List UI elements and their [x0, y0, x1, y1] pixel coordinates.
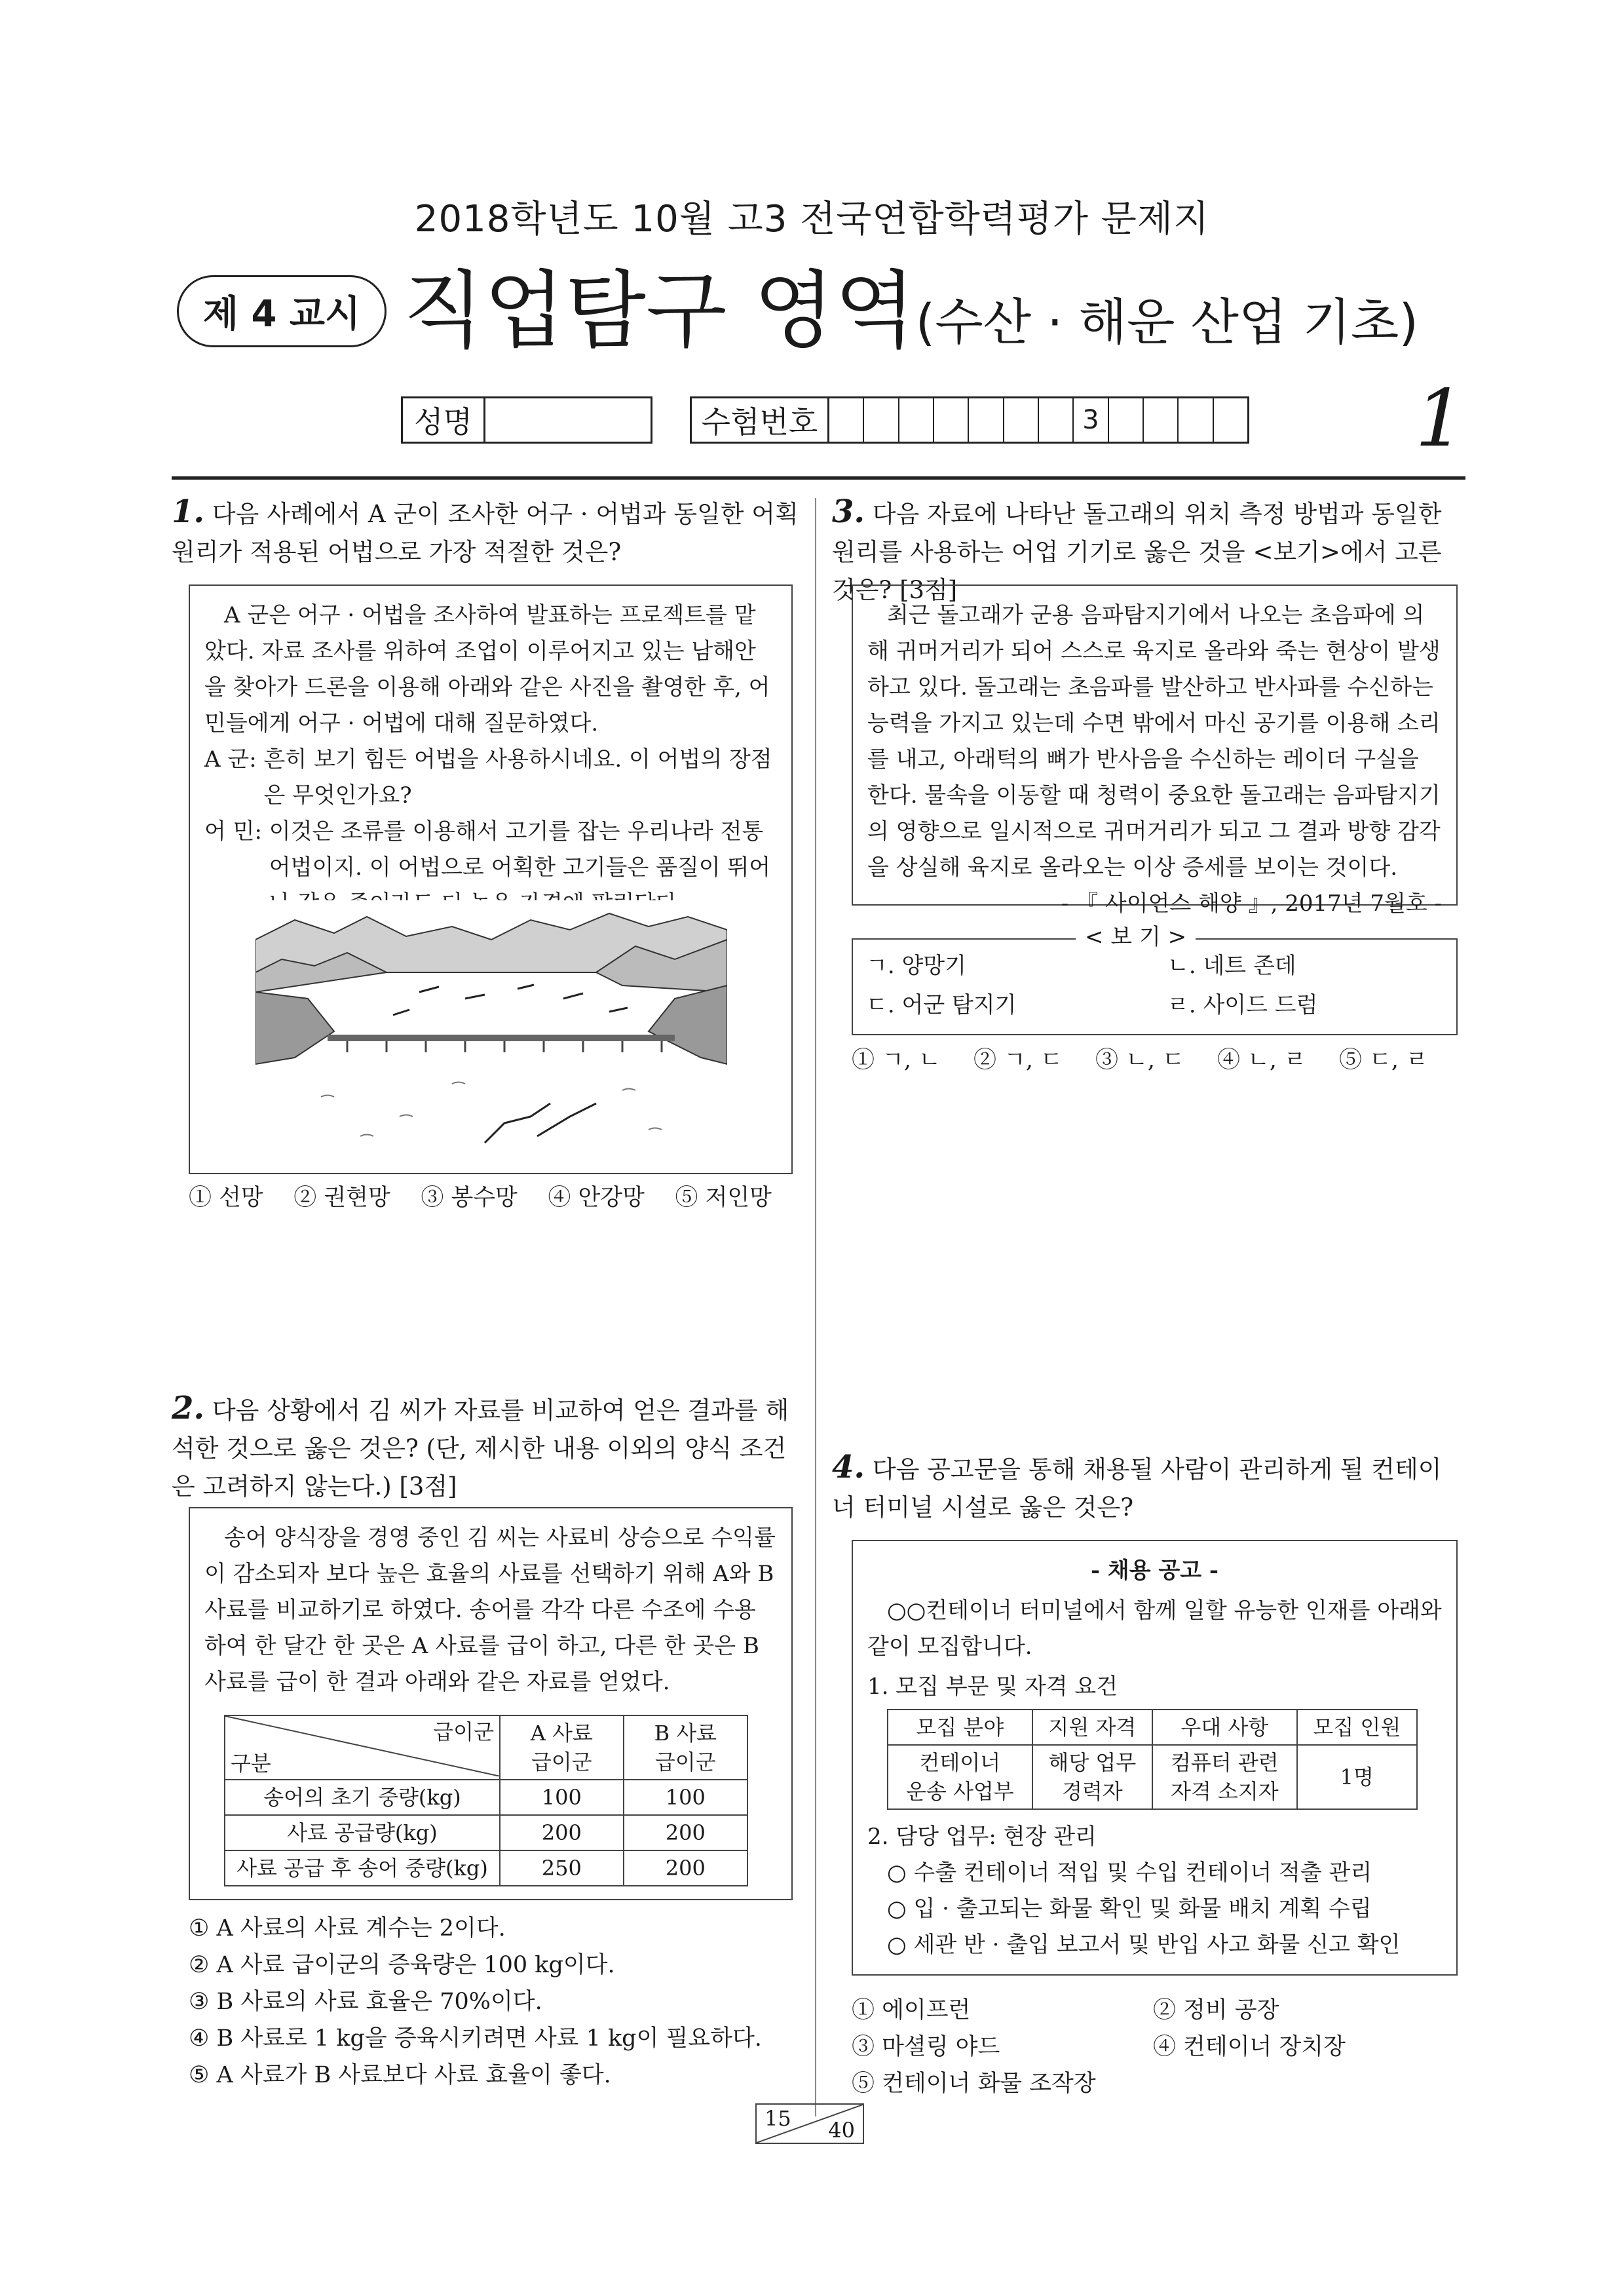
bogi-item: ㄱ. 양망기 — [866, 953, 966, 979]
choice[interactable]: ① 선망 — [189, 1185, 263, 1211]
choice[interactable]: ④ 안강망 — [548, 1185, 645, 1211]
table-corner-cell — [225, 1715, 500, 1780]
subject-sub: (수산 · 해운 산업 기초) — [915, 293, 1418, 351]
cell: 1명 — [1297, 1745, 1417, 1809]
exam-number-cell — [829, 398, 864, 442]
q3-choices — [852, 1042, 1428, 1079]
notice-section: 1. 모집 부문 및 자격 요건 — [867, 1674, 1118, 1700]
choice[interactable]: ① ㄱ, ㄴ — [852, 1047, 941, 1073]
bogi-row — [866, 985, 1443, 1025]
choice[interactable]: ① A 사료의 사료 계수는 2이다. — [189, 1915, 506, 1942]
q1-passage-box — [189, 584, 793, 1174]
question-2 — [172, 1389, 801, 1506]
question-1 — [172, 493, 801, 571]
q2-passage: 송어 양식장을 경영 중인 김 씨는 사료비 상승으로 수익률이 감소되자 보다 높은 효율의 사료를 선택하기 위해 A와 B 사료를 비교하기로 하였다. 송어를 각각 다른 수조에 수용하여 한 달간 한 곳은 A 사료를 급이 하고, 다른 한 곳은 B 사료를 급이 한 결과 아래와 같은 자료를 얻었다. — [204, 1525, 776, 1695]
speaker: 어 민: — [204, 818, 269, 845]
choice[interactable]: ⑤ 컨테이너 화물 조작장 — [852, 2071, 1096, 2097]
name-label: 성명 — [403, 398, 485, 442]
choice[interactable]: ① 에이프런 — [852, 1997, 971, 2023]
duty-item: ○ 수출 컨테이너 적입 및 수입 컨테이너 적출 관리 — [887, 1860, 1372, 1886]
question-number: 3. — [832, 493, 865, 530]
row-label: 사료 공급 후 송어 중량(kg) — [225, 1850, 500, 1886]
exam-header: 2018학년도 10월 고3 전국연합학력평가 문제지 — [414, 198, 1210, 240]
exam-number-cells — [829, 398, 1247, 442]
question-text: 다음 상황에서 김 씨가 자료를 비교하여 얻은 결과를 해석한 것으로 옳은 것은? (단, 제시한 내용 이외의 양식 조건은 고려하지 않는다.) [3점] — [172, 1396, 789, 1501]
header-rule — [172, 476, 1465, 480]
speaker: A 군: — [204, 746, 264, 773]
choice[interactable]: ② A 사료 급이군의 증육량은 100 kg이다. — [189, 1952, 615, 1978]
notice-intro: ○○컨테이너 터미널에서 함께 일할 유능한 인재를 아래와 같이 모집합니다. — [867, 1598, 1442, 1660]
choice[interactable]: ④ ㄴ, ㄹ — [1217, 1047, 1306, 1073]
exam-number-cell — [934, 398, 969, 442]
question-4 — [832, 1448, 1464, 1527]
notice-title: - 채용 공고 - — [1090, 1558, 1219, 1584]
exam-number-cell — [1004, 398, 1039, 442]
choice[interactable]: ② ㄱ, ㄷ — [973, 1047, 1063, 1073]
drone-photo-illustration — [255, 900, 727, 1156]
exam-number-cell — [1144, 398, 1179, 442]
choice[interactable]: ③ B 사료의 사료 효율은 70%이다. — [189, 1989, 542, 2015]
subject-main: 직업탐구 영역 — [403, 262, 916, 360]
exam-number-cell — [969, 398, 1004, 442]
subject-title — [403, 259, 1418, 375]
bogi-box — [852, 924, 1458, 1035]
choice[interactable]: ⑤ ㄷ, ㄹ — [1339, 1047, 1428, 1073]
choice[interactable]: ③ 봉수망 — [421, 1185, 518, 1211]
table-row — [225, 1850, 747, 1886]
choice[interactable]: ③ ㄴ, ㄷ — [1095, 1047, 1184, 1073]
period-badge: 제 4 교시 — [177, 275, 387, 347]
cell: 컴퓨터 관련 자격 소지자 — [1152, 1745, 1297, 1809]
page-number: 1 — [1415, 373, 1465, 465]
q2-data-table — [224, 1715, 748, 1886]
column-header: 우대 사항 — [1152, 1710, 1297, 1745]
footer-page-box — [755, 2103, 864, 2144]
question-number: 4. — [832, 1449, 865, 1485]
q1-choices — [189, 1179, 811, 1216]
corner-top-label: 급이군 — [433, 1719, 494, 1744]
column-header: B 사료 급이군 — [624, 1715, 747, 1780]
row-label: 사료 공급량(kg) — [225, 1815, 500, 1850]
name-field — [401, 396, 652, 444]
question-text: 다음 사례에서 A 군이 조사한 어구 · 어법과 동일한 어획 원리가 적용된 어법으로 가장 적절한 것은? — [172, 500, 799, 566]
question-text: 다음 자료에 나타난 돌고래의 위치 측정 방법과 동일한 원리를 사용하는 어업 기기로 옳은 것을 <보기>에서 고른 것은? [3점] — [832, 500, 1442, 604]
choice[interactable]: ② 정비 공장 — [1153, 1997, 1279, 2023]
column-header: 모집 분야 — [888, 1710, 1032, 1745]
corner-bottom-label: 구분 — [231, 1751, 271, 1776]
table-row — [225, 1780, 747, 1815]
choice[interactable]: ④ 컨테이너 장치장 — [1153, 2034, 1346, 2060]
footer-total: 40 — [828, 2118, 855, 2143]
bogi-item: ㄹ. 사이드 드럼 — [1167, 992, 1318, 1018]
q3-passage-box — [852, 584, 1458, 917]
choice-row — [852, 2029, 1454, 2065]
cell: 200 — [500, 1815, 624, 1850]
duty-item: ○ 입 · 출고되는 화물 확인 및 화물 배치 계획 수립 — [887, 1896, 1372, 1922]
choice[interactable]: ⑤ A 사료가 B 사료보다 사료 효율이 좋다. — [189, 2062, 611, 2088]
q4-recruit-table — [887, 1709, 1418, 1810]
q1-intro: A 군은 어구 · 어법을 조사하여 발표하는 프로젝트를 맡았다. 자료 조사를 위하여 조업이 이루어지고 있는 남해안을 찾아가 드론을 이용해 아래와 같은 사진을 촬영한 후, 어민들에게 어구 · 어법에 대해 질문하였다. — [204, 602, 770, 737]
footer-page: 15 — [765, 2106, 791, 2131]
cell: 200 — [624, 1850, 747, 1886]
bogi-row — [866, 946, 1443, 985]
question-text: 다음 공고문을 통해 채용될 사람이 관리하게 될 컨테이너 터미널 시설로 옳은 것은? — [832, 1455, 1442, 1521]
q2-choices — [189, 1910, 811, 2094]
choice[interactable]: ⑤ 저인망 — [675, 1185, 772, 1211]
duty-item: ○ 세관 반 · 출입 보고서 및 반입 사고 화물 신고 확인 — [887, 1932, 1401, 1958]
table-row — [225, 1815, 747, 1850]
column-header: 지원 자격 — [1032, 1710, 1152, 1745]
notice-section: 2. 담당 업무: 현장 관리 — [867, 1824, 1097, 1850]
exam-number-cell: 3 — [1074, 398, 1108, 442]
bogi-item: ㄴ. 네트 존데 — [1167, 953, 1296, 979]
bogi-item: ㄷ. 어군 탐지기 — [866, 992, 1017, 1018]
q2-passage-box — [189, 1507, 793, 1900]
question-number: 2. — [172, 1390, 205, 1426]
column-header: A 사료 급이군 — [500, 1715, 624, 1780]
exam-number-cell — [1039, 398, 1074, 442]
name-blank — [485, 398, 651, 442]
cell: 컨테이너 운송 사업부 — [888, 1745, 1032, 1809]
cell: 100 — [624, 1780, 747, 1815]
exam-number-cell — [1214, 398, 1247, 442]
column-divider — [815, 498, 816, 2116]
q4-choices — [852, 1992, 1454, 2102]
q3-passage: 최근 돌고래가 군용 음파탐지기에서 나오는 초음파에 의해 귀머거리가 되어 스스로 육지로 올라와 죽는 현상이 발생하고 있다. 돌고래는 초음파를 발산하고 반사파를 수신하는 능력을 가지고 있는데 수면 밖에서 마신 공기를 이용해 소리를 내고, 아래턱의 뼈가 반사음을 수신하는 레이더 구실을 한다. 물속을 이동할 때 청력이 중요한 돌고래는 음파탐지기의 영향으로 일시적으로 귀머거리가 되고 그 결과 방향 감각을 상실해 육지로 올라오는 이상 증세를 보이는 것이다. — [867, 602, 1441, 881]
dialogue-text: 흔히 보기 힘든 어법을 사용하시네요. 이 어법의 장점은 무엇인가요? — [263, 746, 772, 809]
cell: 200 — [624, 1815, 747, 1850]
dialogue-line — [204, 742, 777, 814]
exam-number-cell — [899, 398, 934, 442]
bogi-title: < 보 기 > — [1076, 923, 1196, 951]
q4-notice-box — [852, 1540, 1458, 1976]
choice[interactable]: ② 권현망 — [293, 1185, 390, 1211]
cell: 100 — [500, 1780, 624, 1815]
question-number: 1. — [172, 493, 205, 530]
exam-number-cell — [864, 398, 899, 442]
choice[interactable]: ④ B 사료로 1 kg을 증육시키려면 사료 1 kg이 필요하다. — [189, 2025, 762, 2052]
table-row — [888, 1745, 1417, 1809]
q3-source: - 『 사이언스 해양 』, 2017년 7월호 - — [1061, 890, 1442, 917]
dialogue-text: 이것은 조류를 이용해서 고기를 잡는 우리나라 전통 어법이지. 이 어법으로 어획한 고기들은 품질이 뛰어 — [269, 818, 771, 881]
exam-number-cell — [1179, 398, 1213, 442]
exam-number-field — [690, 396, 1249, 444]
row-label: 송어의 초기 중량(kg) — [225, 1780, 500, 1815]
cell: 해당 업무 경력자 — [1032, 1745, 1152, 1809]
choice-row — [852, 1992, 1454, 2029]
cell: 250 — [500, 1850, 624, 1886]
column-header: 모집 인원 — [1297, 1710, 1417, 1745]
exam-number-label: 수험번호 — [692, 398, 829, 442]
exam-number-cell — [1109, 398, 1144, 442]
choice[interactable]: ③ 마셜링 야드 — [852, 2034, 1000, 2060]
